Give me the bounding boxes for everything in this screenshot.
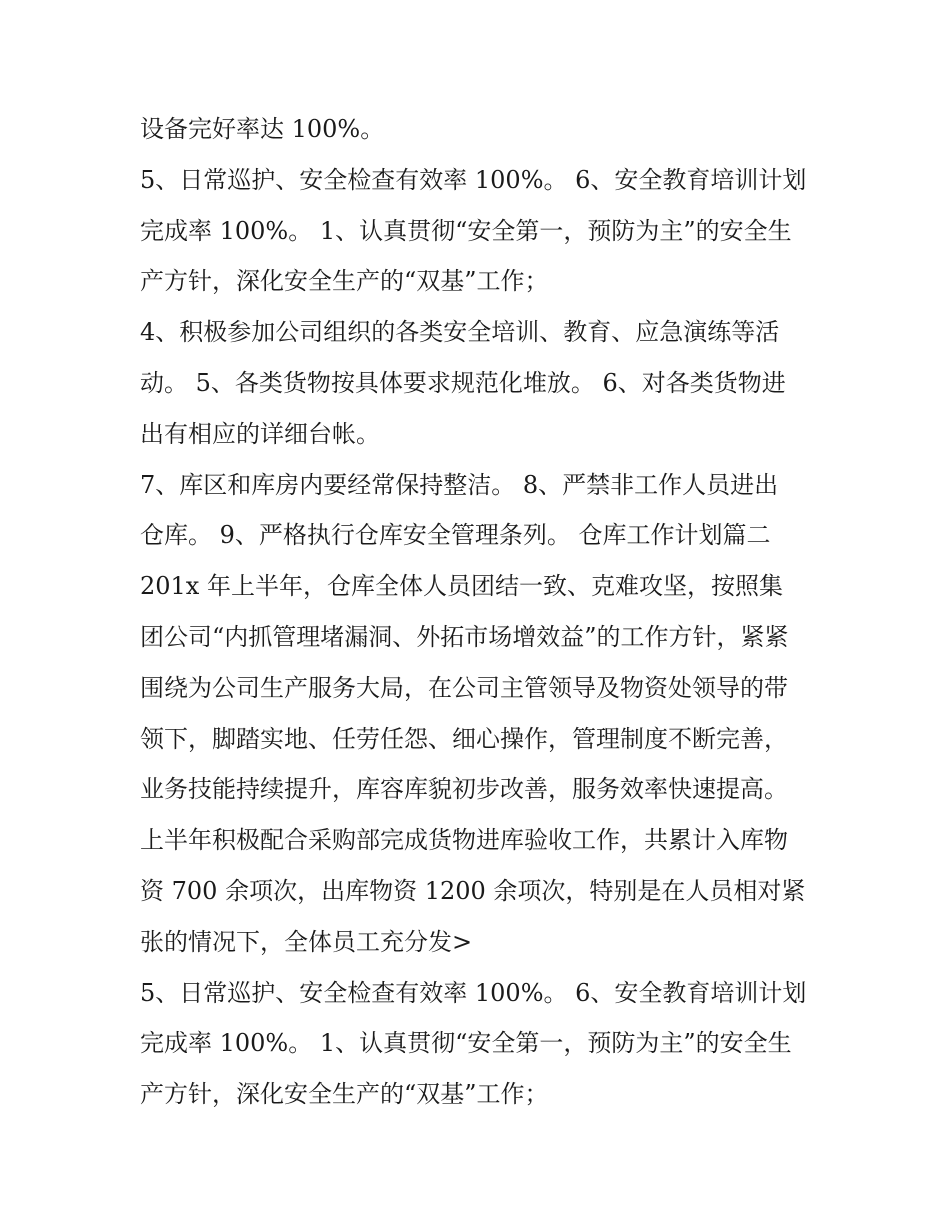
text-line: 领下，脚踏实地、任劳任怨、细心操作，管理制度不断完善， [140, 724, 788, 753]
text-line: 仓库。 9、严格执行仓库安全管理条列。 仓库工作计划篇二 [140, 521, 771, 550]
text-line: 设备完好率达 100%。 [140, 115, 385, 143]
text-line: 产方针，深化安全生产的“双基”工作； [140, 1080, 549, 1109]
text-line: 201x 年上半年，仓库全体人员团结一致、克难攻坚，按照集 [140, 572, 783, 601]
document-body [140, 104, 830, 1120]
text-line: 产方针，深化安全生产的“双基”工作； [140, 267, 549, 296]
text-line: 上半年积极配合采购部完成货物进库验收工作，共累计入库物 [140, 826, 788, 855]
text-line: 完成率 100%。 1、认真贯彻“安全第一，预防为主”的安全生 [140, 1029, 792, 1058]
text-line: 围绕为公司生产服务大局，在公司主管领导及物资处领导的带 [140, 673, 788, 702]
text-line: 5、日常巡护、安全检查有效率 100%。 6、安全教育培训计划 [140, 978, 807, 1007]
text-line: 团公司“内抓管理堵漏洞、外拓市场增效益”的工作方针，紧紧 [140, 622, 789, 651]
text-line: 完成率 100%。 1、认真贯彻“安全第一，预防为主”的安全生 [140, 216, 792, 245]
text-line: 7、库区和库房内要经常保持整洁。 8、严禁非工作人员进出 [140, 470, 779, 499]
text-line: 业务技能持续提升，库容库貌初步改善，服务效率快速提高。 [140, 775, 788, 804]
text-line: 资 700 余项次，出库物资 1200 余项次，特别是在人员相对紧 [140, 876, 806, 905]
text-line: 5、日常巡护、安全检查有效率 100%。 6、安全教育培训计划 [140, 165, 807, 194]
text-line: 4、积极参加公司组织的各类安全培训、教育、应急演练等活 [140, 318, 780, 347]
text-line: 出有相应的详细台帐。 [140, 419, 380, 448]
text-line: 动。 5、各类货物按具体要求规范化堆放。 6、对各类货物进 [140, 368, 786, 397]
text-line: 张的情况下，全体员工充分发> [140, 927, 473, 956]
